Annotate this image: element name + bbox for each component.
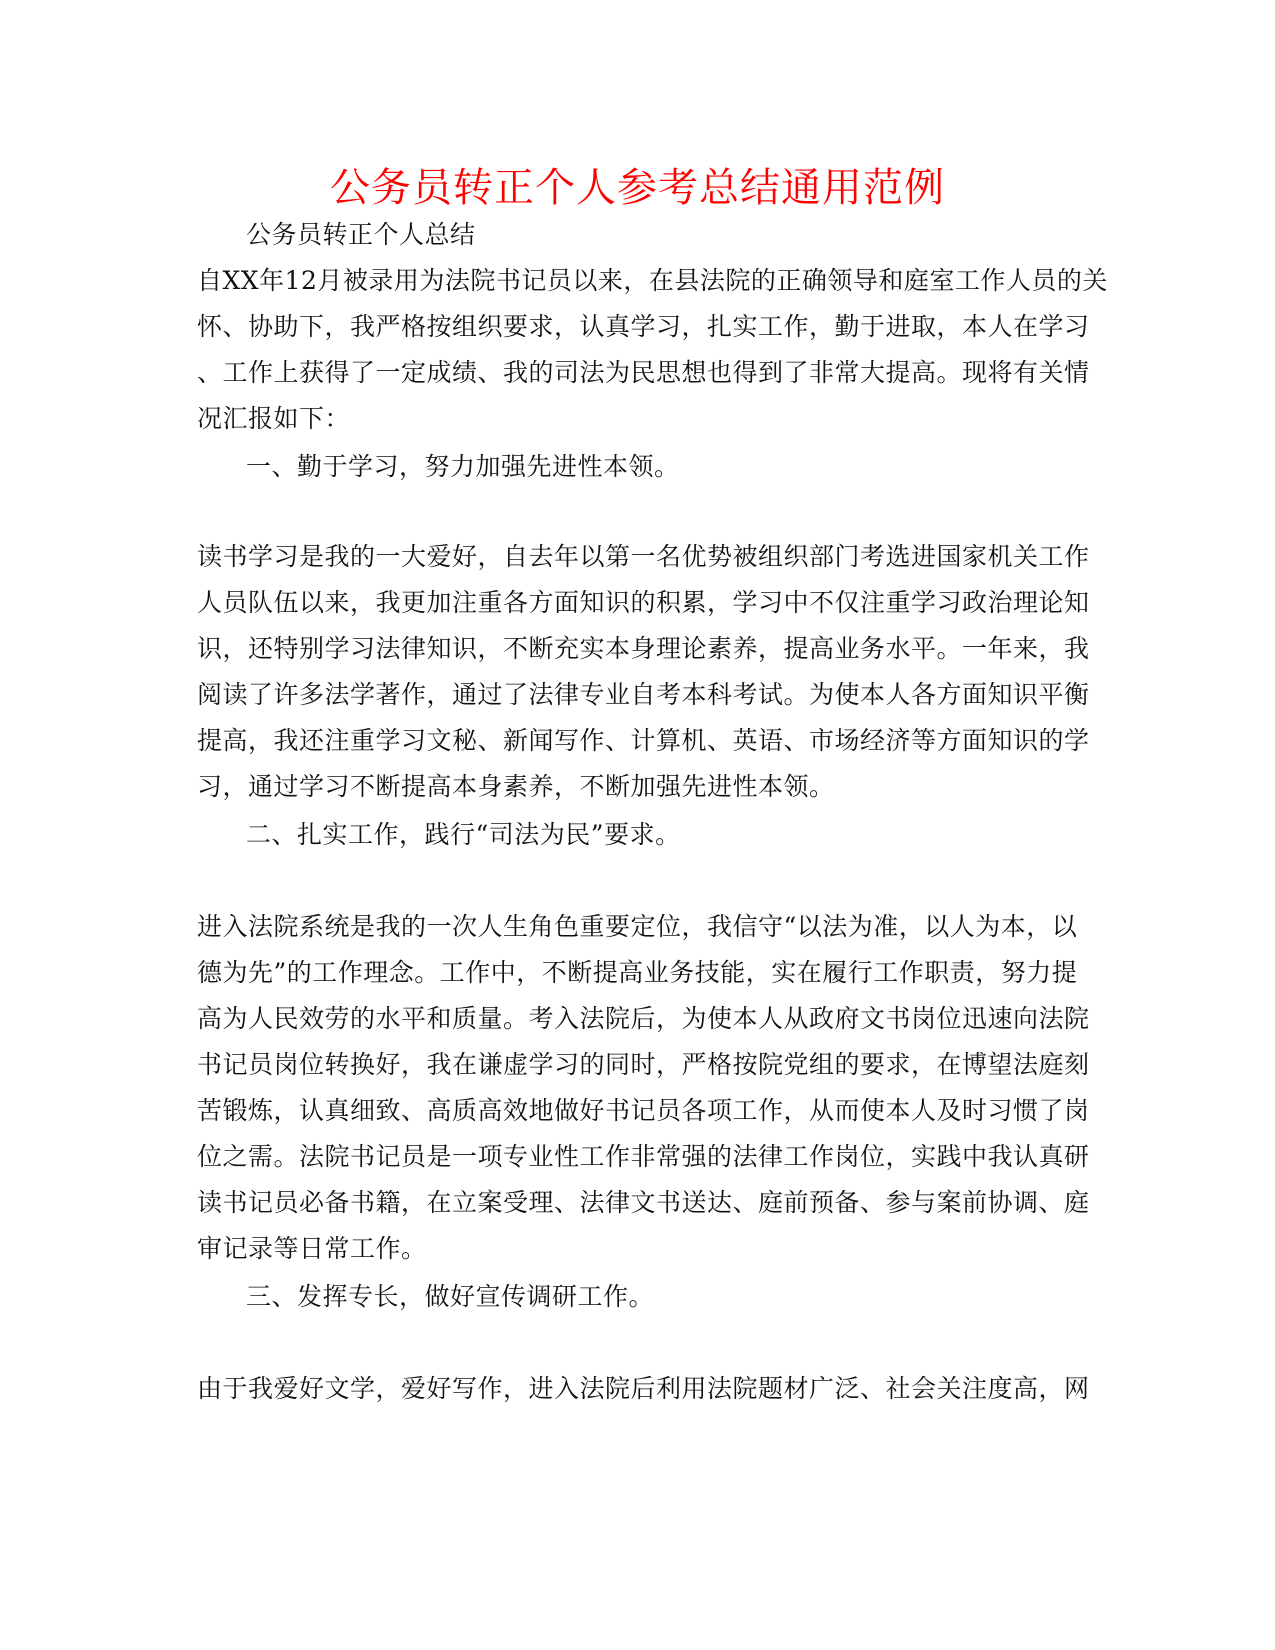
- section-2-line-1: 进入法院系统是我的一次人生角色重要定位，我信守“以法为准，以人为本，以: [197, 912, 1078, 941]
- section-3-line-1: 由于我爱好文学，爱好写作，进入法院后利用法院题材广泛、社会关注度高，网: [197, 1374, 1090, 1403]
- section-2-line-5: 苦锻炼，认真细致、高质高效地做好书记员各项工作，从而使本人及时习惯了岗: [197, 1096, 1090, 1125]
- intro-line-1: 自XX年12月被录用为法院书记员以来，在县法院的正确领导和庭室工作人员的关: [197, 266, 1108, 295]
- document-title: 公务员转正个人参考总结通用范例: [330, 165, 945, 211]
- section-1-line-2: 人员队伍以来，我更加注重各方面知识的积累，学习中不仅注重学习政治理论知: [197, 588, 1090, 617]
- section-1-line-3: 识，还特别学习法律知识，不断充实本身理论素养，提高业务水平。一年来，我: [197, 634, 1090, 663]
- section-2-line-3: 高为人民效劳的水平和质量。考入法院后，为使本人从政府文书岗位迅速向法院: [197, 1004, 1090, 1033]
- section-1-heading: 一、勤于学习，努力加强先进性本领。: [246, 452, 680, 481]
- section-1-line-1: 读书学习是我的一大爱好，自去年以第一名优势被组织部门考选进国家机关工作: [197, 542, 1090, 571]
- section-2-line-7: 读书记员必备书籍，在立案受理、法律文书送达、庭前预备、参与案前协调、庭: [197, 1188, 1090, 1217]
- intro-line-2: 怀、协助下，我严格按组织要求，认真学习，扎实工作，勤于进取，本人在学习: [197, 312, 1090, 341]
- section-2-line-2: 德为先”的工作理念。工作中，不断提高业务技能，实在履行工作职责，努力提: [197, 958, 1078, 987]
- section-1-line-5: 提高，我还注重学习文秘、新闻写作、计算机、英语、市场经济等方面知识的学: [197, 726, 1090, 755]
- section-2-heading: 二、扎实工作，践行“司法为民”要求。: [246, 820, 681, 849]
- intro-line-4: 况汇报如下：: [197, 404, 351, 433]
- section-2-line-8: 审记录等日常工作。: [197, 1234, 427, 1263]
- section-2-line-6: 位之需。法院书记员是一项专业性工作非常强的法律工作岗位，实践中我认真研: [197, 1142, 1090, 1171]
- section-1-line-6: 习，通过学习不断提高本身素养，不断加强先进性本领。: [197, 772, 835, 801]
- section-1-line-4: 阅读了许多法学著作，通过了法律专业自考本科考试。为使本人各方面知识平衡: [197, 680, 1090, 709]
- document-subtitle: 公务员转正个人总结: [246, 220, 476, 249]
- section-3-heading: 三、发挥专长，做好宣传调研工作。: [246, 1282, 655, 1311]
- section-2-line-4: 书记员岗位转换好，我在谦虚学习的同时，严格按院党组的要求，在博望法庭刻: [197, 1050, 1090, 1079]
- intro-line-3: 、工作上获得了一定成绩、我的司法为民思想也得到了非常大提高。现将有关情: [197, 358, 1090, 387]
